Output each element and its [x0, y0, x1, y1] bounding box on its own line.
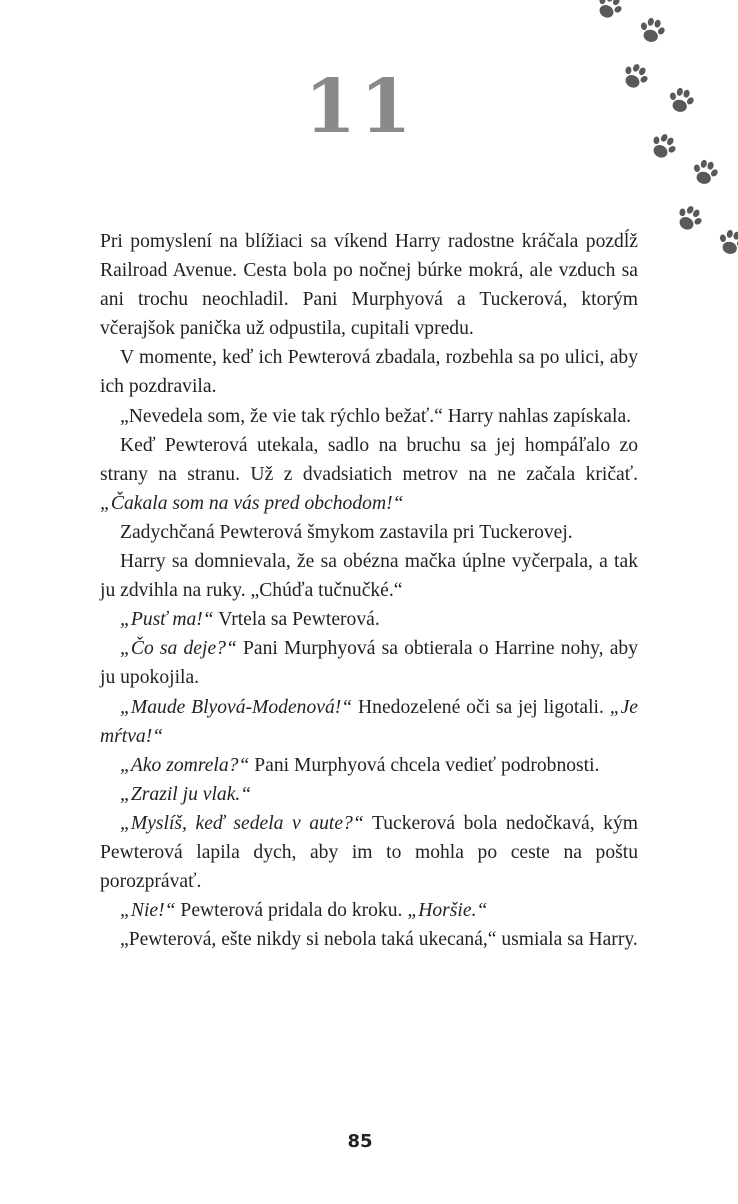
text-run: Harry sa domnievala, že sa obézna mačka úplne vyčerpala, a tak ju zdvihla na ruky. „Chúďa tučnučké.“ [100, 551, 638, 602]
paragraph [100, 634, 638, 692]
text-run: Pani Murphyová chcela vedieť podrobnosti. [249, 754, 600, 776]
text-run: „Nevedela som, že vie tak rýchlo bežať.“ Harry nahlas zapískala. [120, 405, 632, 427]
paragraph [100, 896, 638, 925]
text-run: Vrtela sa Pewterová. [213, 609, 380, 631]
italic-text: „Čo sa deje?“ [120, 638, 237, 660]
chapter-number: 11 [304, 64, 416, 150]
text-run: Hnedozelené oči sa jej ligotali. [352, 696, 610, 718]
text-run: Zadychčaná Pewterová šmykom zastavila pri Tuckerovej. [120, 521, 573, 543]
paragraph [100, 547, 638, 605]
paragraph [100, 925, 638, 954]
text-run: V momente, keď ich Pewterová zbadala, rozbehla sa po ulici, aby ich pozdravila. [100, 347, 638, 398]
chapter-text [100, 227, 638, 954]
paragraph [100, 227, 638, 343]
text-run: Pani Murphyová sa obtierala o Harrine nohy, aby ju upokojila. [100, 638, 638, 689]
italic-text: „Maude Blyová-Modenová!“ [120, 696, 353, 718]
italic-text: „Zrazil ju vlak.“ [120, 783, 252, 805]
paragraph [100, 518, 638, 547]
paw-print-icon [669, 199, 710, 240]
text-run: Pewterová pridala do kroku. [175, 900, 408, 922]
paragraph [100, 693, 638, 751]
text-run: Keď Pewterová utekala, sadlo na bruchu sa jej hompáľalo zo strany na stranu. Už z dvadsiatich metrov na ne začala kričať. [100, 434, 638, 485]
paragraph [100, 431, 638, 518]
italic-text: „Pusť ma!“ [120, 609, 214, 631]
italic-text: „Myslíš, keď sedela v aute?“ [120, 812, 364, 834]
paw-print-icon [589, 0, 630, 27]
text-run: „Pewterová, ešte nikdy si nebola taká ukecaná,“ usmiala sa Harry. [120, 929, 638, 951]
italic-text: „Čakala som na vás pred obchodom!“ [100, 492, 404, 514]
paw-print-icon [687, 155, 724, 192]
paw-print-icon [634, 13, 671, 50]
text-run: Tuckerová bola nedočkavá, kým Pewterová lapila dych, aby im to mohla po ceste na poštu porozprávať. [100, 812, 639, 893]
paragraph [100, 605, 638, 634]
paragraph [100, 809, 638, 896]
text-run: Pri pomyslení na blížiaci sa víkend Harry radostne kráčala pozdĺž Railroad Avenue. Cesta bola po nočnej búrke mokrá, ale vzduch sa ani trochu neochladil. Pani Murphyová a Tuckerová, ktorým včerajšok panička už odpustila, cupitali vpredu. [100, 231, 638, 340]
page-number: 85 [347, 1131, 373, 1152]
paw-print-icon [713, 225, 738, 262]
paragraph [100, 343, 638, 401]
paragraph [100, 751, 638, 780]
italic-text: „Ako zomrela?“ [120, 754, 250, 776]
italic-text: „Je mŕtva!“ [100, 696, 638, 747]
italic-text: „Nie!“ [120, 900, 176, 922]
italic-text: „Horšie.“ [407, 900, 488, 922]
paragraph [100, 402, 638, 431]
paragraph [100, 780, 638, 809]
